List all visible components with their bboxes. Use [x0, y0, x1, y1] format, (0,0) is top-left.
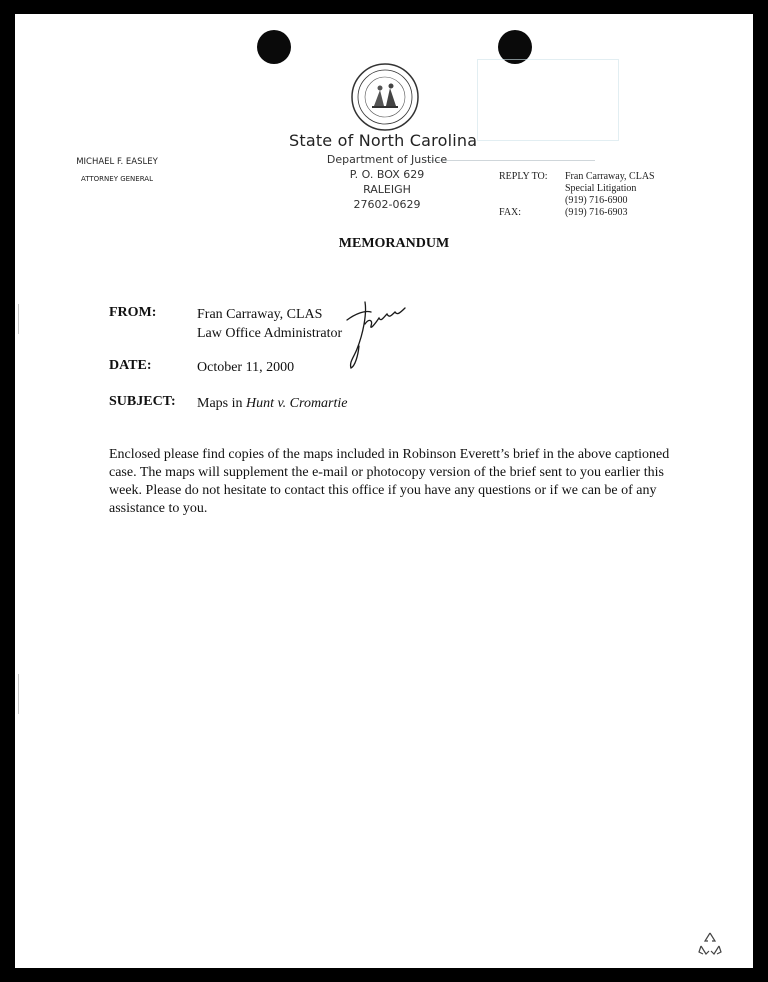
recycle-icon [696, 930, 724, 958]
from-label: FROM: [109, 305, 157, 320]
reply-division: Special Litigation [565, 183, 637, 194]
scan-mark [18, 304, 19, 334]
memo-title: MEMORANDUM [338, 236, 450, 251]
memo-subject [197, 394, 348, 413]
department-address [300, 152, 474, 212]
attorney-name: MICHAEL F. EASLEY [76, 157, 158, 167]
subject-label: SUBJECT: [109, 394, 176, 409]
subject-case: Hunt v. Cromartie [246, 396, 348, 411]
fax-label: FAX: [499, 207, 522, 218]
faded-stamp [477, 59, 619, 141]
from-name: Fran Carraway, CLAS [197, 307, 323, 322]
handwritten-signature [337, 294, 417, 374]
memo-body: Enclosed please find copies of the maps included in Robinson Everett’s brief in the above captioned case. The maps will supplement the e-mail or photocopy version of the brief sent to you earlier this week. Please do not hesitate to contact this office if you have any questions or if we can be of any assistance to you. [109, 447, 670, 516]
department-name: Department of Justice [326, 153, 448, 166]
document-page [15, 14, 753, 968]
state-name: State of North Carolina [289, 131, 478, 150]
memo-date: October 11, 2000 [197, 360, 295, 375]
fax-number: (919) 716-6903 [565, 207, 628, 218]
reply-label: REPLY TO: [499, 171, 548, 182]
reply-phone: (919) 716-6900 [565, 195, 628, 206]
reply-name: Fran Carraway, CLAS [565, 171, 655, 182]
zip-code: 27602-0629 [353, 198, 421, 211]
attorney-block [67, 154, 167, 188]
date-label: DATE: [109, 358, 152, 373]
po-box: P. O. BOX 629 [349, 168, 425, 181]
city: RALEIGH [363, 183, 411, 196]
state-seal-icon [350, 62, 420, 132]
attorney-title: ATTORNEY GENERAL [81, 175, 153, 183]
punch-hole-left [257, 30, 291, 64]
from-title: Law Office Administrator [197, 326, 343, 341]
subject-prefix: Maps in [197, 396, 246, 411]
scan-mark [18, 674, 19, 714]
